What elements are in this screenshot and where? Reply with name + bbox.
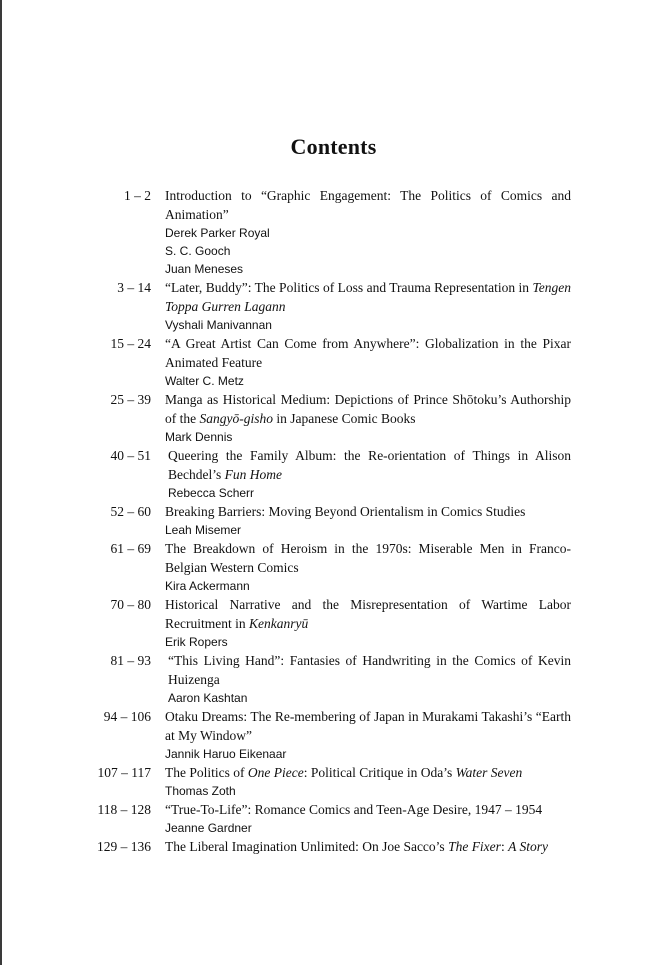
- entry-author: Rebecca Scherr: [168, 486, 255, 500]
- entry-author: Jannik Haruo Eikenaar: [165, 747, 287, 761]
- toc-entry: [0, 707, 663, 763]
- entry-author: Erik Ropers: [165, 635, 228, 649]
- entry-author: Leah Misemer: [165, 523, 242, 537]
- entry-title: The Politics of One Piece: Political Critique in Oda’s Water Seven: [165, 765, 523, 780]
- toc-entry: [0, 800, 663, 837]
- entry-title: “This Living Hand”: Fantasies of Handwriting in the Comics of Kevin Huizenga: [168, 653, 571, 687]
- page-title: Contents: [290, 134, 377, 159]
- toc-entry: [0, 837, 663, 856]
- toc-entry: [0, 390, 663, 446]
- entry-title: “Later, Buddy”: The Politics of Loss and Trauma Representation in Tengen Toppa Gurren Lagann: [165, 280, 571, 314]
- toc-entry: [0, 502, 663, 539]
- toc-entry: [0, 763, 663, 800]
- entry-title: Introduction to “Graphic Engagement: The Politics of Comics and Animation”: [165, 188, 571, 222]
- page-range: 52 – 60: [110, 504, 151, 519]
- toc-entry: [0, 539, 663, 595]
- entry-author: Kira Ackermann: [165, 579, 250, 593]
- entry-title: Manga as Historical Medium: Depictions of Prince Shōtoku’s Authorship of the Sangyō-gisho in Japanese Comic Books: [165, 392, 571, 426]
- entry-author: S. C. Gooch: [165, 244, 231, 258]
- entry-author: Aaron Kashtan: [168, 691, 248, 705]
- page-range: 1 – 2: [124, 188, 151, 203]
- toc-entry: [0, 278, 663, 334]
- entry-title: Otaku Dreams: The Re-membering of Japan in Murakami Takashi’s “Earth at My Window”: [165, 709, 571, 743]
- entry-title: Breaking Barriers: Moving Beyond Orientalism in Comics Studies: [165, 504, 526, 519]
- table-of-contents: [0, 186, 663, 856]
- page-range: 94 – 106: [103, 709, 151, 724]
- entry-title: Historical Narrative and the Misrepresentation of Wartime Labor Recruitment in Kenkanryū: [165, 597, 571, 631]
- page-range: 129 – 136: [97, 839, 151, 854]
- page-range: 3 – 14: [117, 280, 151, 295]
- toc-entry: [0, 334, 663, 390]
- entry-title: “A Great Artist Can Come from Anywhere”: Globalization in the Pixar Animated Feature: [165, 336, 571, 370]
- page-range: 61 – 69: [110, 541, 151, 556]
- entry-author: Jeanne Gardner: [165, 821, 252, 835]
- page-range: 40 – 51: [110, 448, 151, 463]
- page-range: 25 – 39: [110, 392, 151, 407]
- toc-entry: [0, 651, 663, 707]
- toc-entry: [0, 446, 663, 502]
- entry-author: Juan Meneses: [165, 262, 244, 276]
- toc-entry: [0, 186, 663, 278]
- page-range: 70 – 80: [110, 597, 151, 612]
- entry-author: Mark Dennis: [165, 430, 233, 444]
- entry-title: The Breakdown of Heroism in the 1970s: Miserable Men in Franco-Belgian Western Comics: [165, 541, 571, 575]
- entry-title: Queering the Family Album: the Re-orientation of Things in Alison Bechdel’s Fun Home: [168, 448, 571, 482]
- toc-entry: [0, 595, 663, 651]
- entry-title: “True-To-Life”: Romance Comics and Teen-Age Desire, 1947 – 1954: [165, 802, 543, 817]
- entry-author: Walter C. Metz: [165, 374, 244, 388]
- page-range: 118 – 128: [97, 802, 151, 817]
- page-range: 81 – 93: [110, 653, 151, 668]
- page-range: 107 – 117: [97, 765, 151, 780]
- entry-author: Thomas Zoth: [165, 784, 236, 798]
- entry-author: Vyshali Manivannan: [165, 318, 272, 332]
- entry-author: Derek Parker Royal: [165, 226, 270, 240]
- entry-title: The Liberal Imagination Unlimited: On Joe Sacco’s The Fixer: A Story: [165, 839, 548, 854]
- page-range: 15 – 24: [110, 336, 151, 351]
